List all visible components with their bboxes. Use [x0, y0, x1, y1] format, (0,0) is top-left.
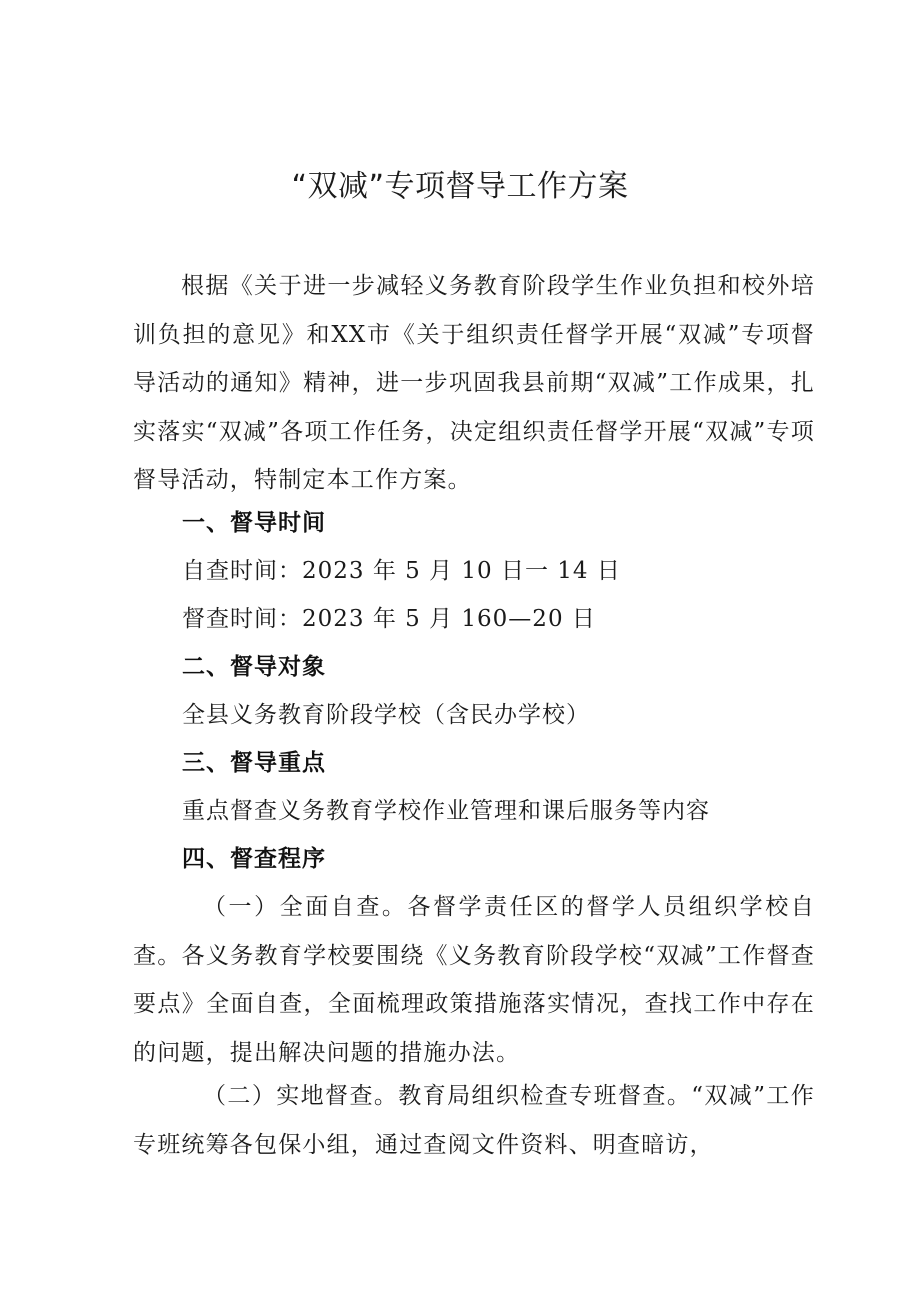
inspection-time: 督查时间：2023 年 5 月 160—20 日 [182, 606, 596, 632]
inspection-focus: 重点督查义务教育学校作业管理和课后服务等内容 [182, 798, 710, 824]
self-check-time: 自查时间：2023 年 5 月 10 日一 14 日 [182, 558, 621, 584]
procedure-paragraph-onsite: （二）实地督查。教育局组织检查专班督查。“双减”工作专班统筹各包保小组，通过查阅文件资料、明查暗访， [133, 1083, 815, 1158]
procedure-paragraph-self-check: （一）全面自查。各督学责任区的督学人员组织学校自查。各义务教育学校要围绕《义务教育阶段学校“双减”工作督查要点》全面自查，全面梳理政策措施落实情况，查找工作中存在的问题，提出解决问题的措施办法。 [133, 894, 815, 1066]
inspection-target: 全县义务教育阶段学校（含民办学校） [182, 702, 590, 728]
section-heading-procedure: 四、督查程序 [182, 846, 326, 872]
section-heading-time: 一、督导时间 [182, 510, 326, 536]
document-title: “双减”专项督导工作方案 [291, 169, 629, 204]
section-heading-focus: 三、督导重点 [182, 750, 326, 776]
section-heading-target: 二、督导对象 [182, 654, 326, 680]
intro-paragraph: 根据《关于进一步减轻义务教育阶段学生作业负担和校外培训负担的意见》和XX市《关于组织责任督学开展“双减”专项督导活动的通知》精神，进一步巩固我县前期“双减”工作成果，扎实落实“双减”各项工作任务，决定组织责任督学开展“双减”专项督导活动，特制定本工作方案。 [133, 273, 815, 493]
